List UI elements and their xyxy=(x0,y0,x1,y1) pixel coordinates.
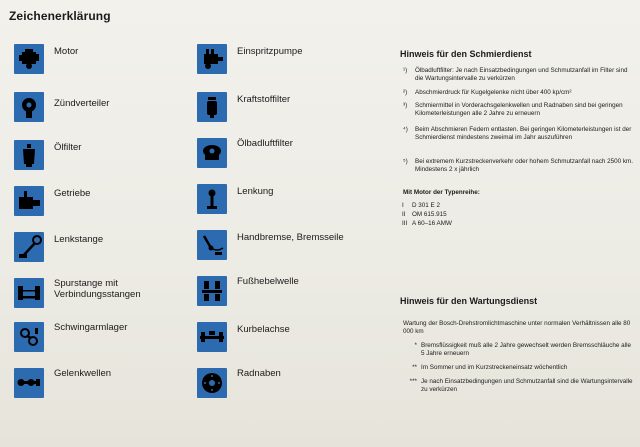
wartung-text: Im Sommer und im Kurzstreckeneinsatz wöchentlich xyxy=(421,364,568,371)
engine-row xyxy=(402,211,447,219)
legend-label: Kraftstoffilter xyxy=(237,94,291,105)
legend-label: Ölbadluftfilter xyxy=(237,138,293,149)
oil-filter-icon xyxy=(14,140,44,170)
injection-pump-icon xyxy=(197,44,227,74)
legend-label: Lenkstange xyxy=(54,234,104,245)
engine-icon xyxy=(14,44,44,74)
engine-type: A 60–16 AMW xyxy=(412,220,452,227)
note-text: Ölbadluftfilter: Je nach Einsatzbedingungen und Schmutzanfall im Filter sind die Wartungsintervalle zu verkürzen xyxy=(415,67,628,83)
wartung-mark: *** xyxy=(409,378,417,385)
gearbox-icon xyxy=(14,186,44,216)
wartung-text: Bremsflüssigkeit muß alle 2 Jahre gewechselt werden Bremsschläuche alle 5 Jahre erneuern xyxy=(421,342,631,358)
legend-label-line: Spurstange mit Verbindungsstangen xyxy=(54,278,141,300)
engine-row xyxy=(402,202,440,210)
engine-row xyxy=(402,220,452,228)
wheel-hub-icon xyxy=(197,368,227,398)
wartung-text: Je nach Einsatzbedingungen und Schmutzanfall sind die Wartungsintervalle zu verkürzen xyxy=(421,378,633,394)
legend-label: Lenkung xyxy=(237,186,274,197)
note-mark: ³) xyxy=(403,102,408,109)
legend-label: Gelenkwellen xyxy=(54,368,112,379)
legend-label: Radnaben xyxy=(237,368,281,379)
legend-label: Ölfilter xyxy=(54,142,82,153)
engine-mark: I xyxy=(402,202,404,209)
note-text: Beim Abschmieren Federn entlasten. Bei geringen Kilometerleistungen ist der Schmierdienst mindestens zweimal im Jahr auszuführen xyxy=(415,126,632,142)
steering-icon xyxy=(197,184,227,214)
engine-series-title: Mit Motor der Typenreihe: xyxy=(403,189,480,196)
engine-mark: III xyxy=(402,220,408,227)
handbrake-icon xyxy=(197,230,227,260)
note-mark: ⁴) xyxy=(403,126,408,133)
engine-type: OM 615.915 xyxy=(412,211,447,218)
fuel-filter-icon xyxy=(197,92,227,122)
note-mark: ⁵) xyxy=(403,158,408,165)
note-mark: ¹) xyxy=(403,67,408,74)
legend-label: Getriebe xyxy=(54,188,91,199)
legend-label: Kurbelachse xyxy=(237,324,290,335)
note-mark: ²) xyxy=(403,89,408,96)
distributor-icon xyxy=(14,92,44,122)
wartung-mark: ** xyxy=(412,364,417,371)
legend-label: Zündverteiler xyxy=(54,98,110,109)
legend-label: Motor xyxy=(54,46,79,57)
note-text: Abschmierdruck für Kugelgelenke nicht über 400 kp/cm² xyxy=(415,89,572,96)
page-title: Zeichenerklärung xyxy=(9,9,111,23)
legend-label: Schwingarmlager xyxy=(54,322,128,333)
legend-label: Fußhebelwelle xyxy=(237,276,299,287)
pedal-shaft-icon xyxy=(197,276,227,306)
cardan-shaft-icon xyxy=(14,368,44,398)
swing-arm-bearing-icon xyxy=(14,322,44,352)
legend-label xyxy=(54,278,141,300)
schmierdienst-title: Hinweis für den Schmierdienst xyxy=(400,49,532,59)
steering-column-icon xyxy=(14,232,44,262)
engine-mark: II xyxy=(402,211,406,218)
crank-axle-icon xyxy=(197,322,227,352)
engine-type: D 301 E 2 xyxy=(412,202,441,209)
legend-label: Einspritzpumpe xyxy=(237,46,303,57)
wartung-intro: Wartung der Bosch-Drehstromlichtmaschine unter normalen Verhältnissen alle 80 000 km xyxy=(403,320,631,336)
wartung-mark: * xyxy=(414,342,417,349)
tie-rod-icon xyxy=(14,278,44,308)
legend-label: Handbremse, Bremsseile xyxy=(237,232,344,243)
note-text: Schmiermittel in Vorderachsgelenkwellen und Radnaben sind bei geringen Kilometerleistungen alle 2 Jahre zu erneuern xyxy=(415,102,623,118)
wartungsdienst-title: Hinweis für den Wartungsdienst xyxy=(400,296,538,306)
note-text: Bei extremem Kurzstreckenverkehr oder hohem Schmutzanfall nach 2500 km. Mindestens 2 x jährlich xyxy=(415,158,634,174)
oil-bath-air-filter-icon xyxy=(197,138,227,168)
